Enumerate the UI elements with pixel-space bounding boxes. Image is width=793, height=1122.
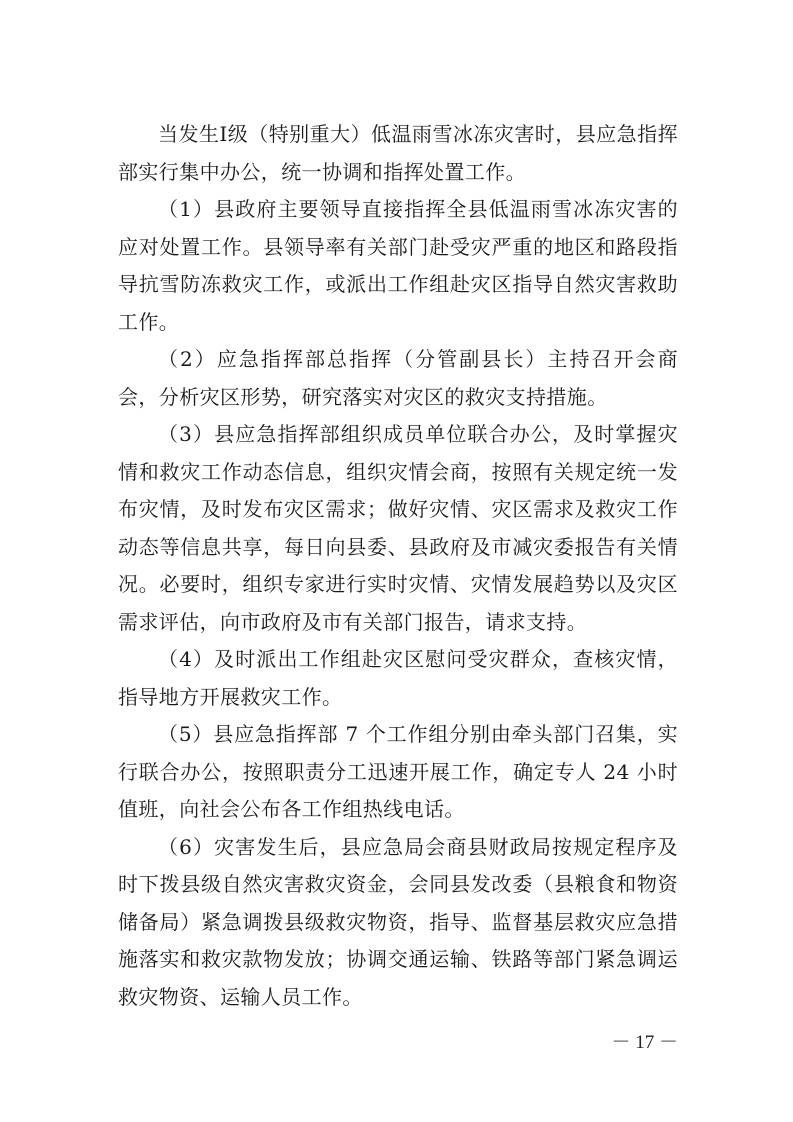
page-number: － 17 － <box>611 1032 678 1053</box>
document-body <box>118 116 678 1016</box>
paragraph-item-3: （3）县应急指挥部组织成员单位联合办公，及时掌握灾情和救灾工作动态信息，组织灾情会商，按照有关规定统一发布灾情，及时发布灾区需求；做好灾情、灾区需求及救灾工作动态等信息共享，每日向县委、县政府及市减灾委报告有关情况。必要时，组织专家进行实时灾情、灾情发展趋势以及灾区需求评估，向市政府及市有关部门报告，请求支持。 <box>118 422 678 634</box>
paragraph-item-5: （5）县应急指挥部 7 个工作组分别由牵头部门召集，实行联合办公，按照职责分工迅速开展工作，确定专人 24 小时值班，向社会公布各工作组热线电话。 <box>118 722 678 821</box>
paragraph-item-2: （2）应急指挥部总指挥（分管副县长）主持召开会商会，分析灾区形势，研究落实对灾区的救灾支持措施。 <box>118 347 678 409</box>
paragraph-intro: 当发生Ⅰ级（特别重大）低温雨雪冰冻灾害时，县应急指挥部实行集中办公，统一协调和指挥处置工作。 <box>118 122 678 184</box>
paragraph-item-4: （4）及时派出工作组赴灾区慰问受灾群众，查核灾情，指导地方开展救灾工作。 <box>118 647 678 709</box>
paragraph-item-1: （1）县政府主要领导直接指挥全县低温雨雪冰冻灾害的应对处置工作。县领导率有关部门赴受灾严重的地区和路段指导抗雪防冻救灾工作，或派出工作组赴灾区指导自然灾害救助工作。 <box>118 197 678 334</box>
paragraph-item-6: （6）灾害发生后，县应急局会商县财政局按规定程序及时下拨县级自然灾害救灾资金，会同县发改委（县粮食和物资储备局）紧急调拨县级救灾物资，指导、监督基层救灾应急措施落实和救灾款物发放；协调交通运输、铁路等部门紧急调运救灾物资、运输人员工作。 <box>118 834 678 1009</box>
